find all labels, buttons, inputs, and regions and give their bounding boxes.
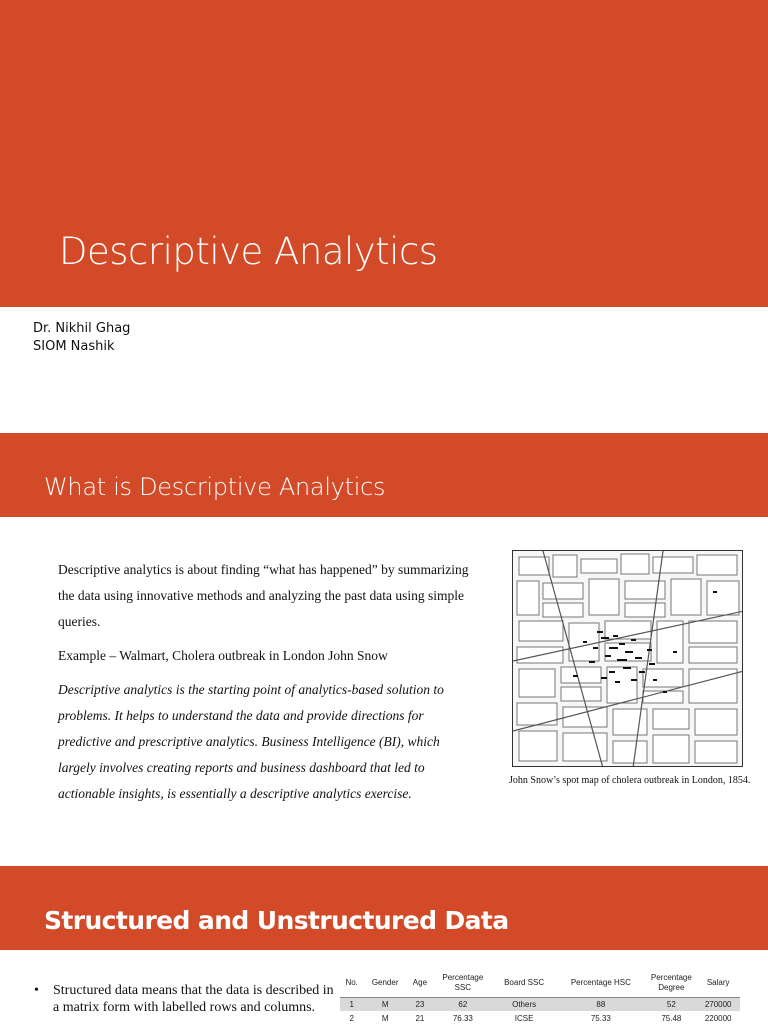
bullet-list: [34, 982, 334, 1016]
student-data-table: [340, 970, 740, 1024]
author-name: Dr. Nikhil Ghag: [33, 321, 131, 336]
table-cell: 75.33: [590, 1013, 611, 1023]
table-cell: M: [381, 1013, 389, 1023]
slide-structured-data: [0, 866, 768, 1024]
table-row: [340, 1011, 740, 1024]
bullet-item: • Structured data means that the data is described in a matrix form with labelled rows and columns.: [34, 982, 334, 1016]
author-block: [33, 320, 130, 356]
table-header-cell: Age: [412, 978, 428, 988]
slide-heading: What is Descriptive Analytics: [44, 473, 386, 501]
author-institute: SIOM Nashik: [33, 339, 115, 354]
slide-title: [0, 0, 768, 415]
table-header-cell: Salary: [706, 978, 730, 988]
table-header-cell: Percentage HSC: [570, 978, 631, 988]
cholera-map-image: [512, 550, 743, 767]
table-header-cell: Percentage SSC: [442, 973, 484, 993]
slide-title-heading: Descriptive Analytics: [59, 230, 438, 273]
table-cell: M: [381, 999, 389, 1009]
table-cell: Others: [512, 999, 537, 1009]
definition-paragraph: Descriptive analytics is about finding “what has happened” by summarizing the data using innovative methods and analyzing the past data using simple queries.: [58, 562, 469, 629]
table-cell: 1: [349, 999, 354, 1009]
map-caption: John Snow’s spot map of cholera outbreak in London, 1854.: [509, 775, 751, 786]
table-cell: 23: [415, 999, 425, 1009]
slide-heading: Structured and Unstructured Data: [44, 906, 509, 935]
table-cell: 88: [596, 999, 606, 1009]
table-cell: 52: [666, 999, 676, 1009]
table-cell: 76.33: [452, 1013, 473, 1023]
table-cell: 2: [349, 1013, 354, 1023]
table-cell: 220000: [704, 1013, 732, 1023]
slide-body: [58, 557, 478, 815]
example-paragraph: Example – Walmart, Cholera outbreak in London John Snow: [58, 648, 388, 663]
table-header-cell: Gender: [371, 978, 399, 988]
table-header-cell: Percentage Degree: [650, 973, 692, 993]
table-header-row: [340, 970, 740, 997]
slide-what-is: [0, 433, 768, 848]
table-header-cell: Board SSC: [504, 978, 545, 988]
table-header-cell: No.: [345, 978, 358, 988]
street-map-drawing: [513, 551, 743, 767]
table-row: [340, 997, 740, 1011]
table-cell: ICSE: [514, 1013, 534, 1023]
table-cell: 21: [415, 1013, 425, 1023]
table-cell: 62: [458, 999, 468, 1009]
table-cell: 270000: [704, 999, 732, 1009]
italic-paragraph: Descriptive analytics is the starting point of analytics-based solution to problems. It helps to understand the data and provide directions for predictive and prescriptive analytics. Business Intelligence (BI), which largely involves creating reports and business dashboard that led to actionable insights, is essentially a descriptive analytics exercise.: [58, 682, 444, 801]
table-cell: 75.48: [661, 1013, 682, 1023]
